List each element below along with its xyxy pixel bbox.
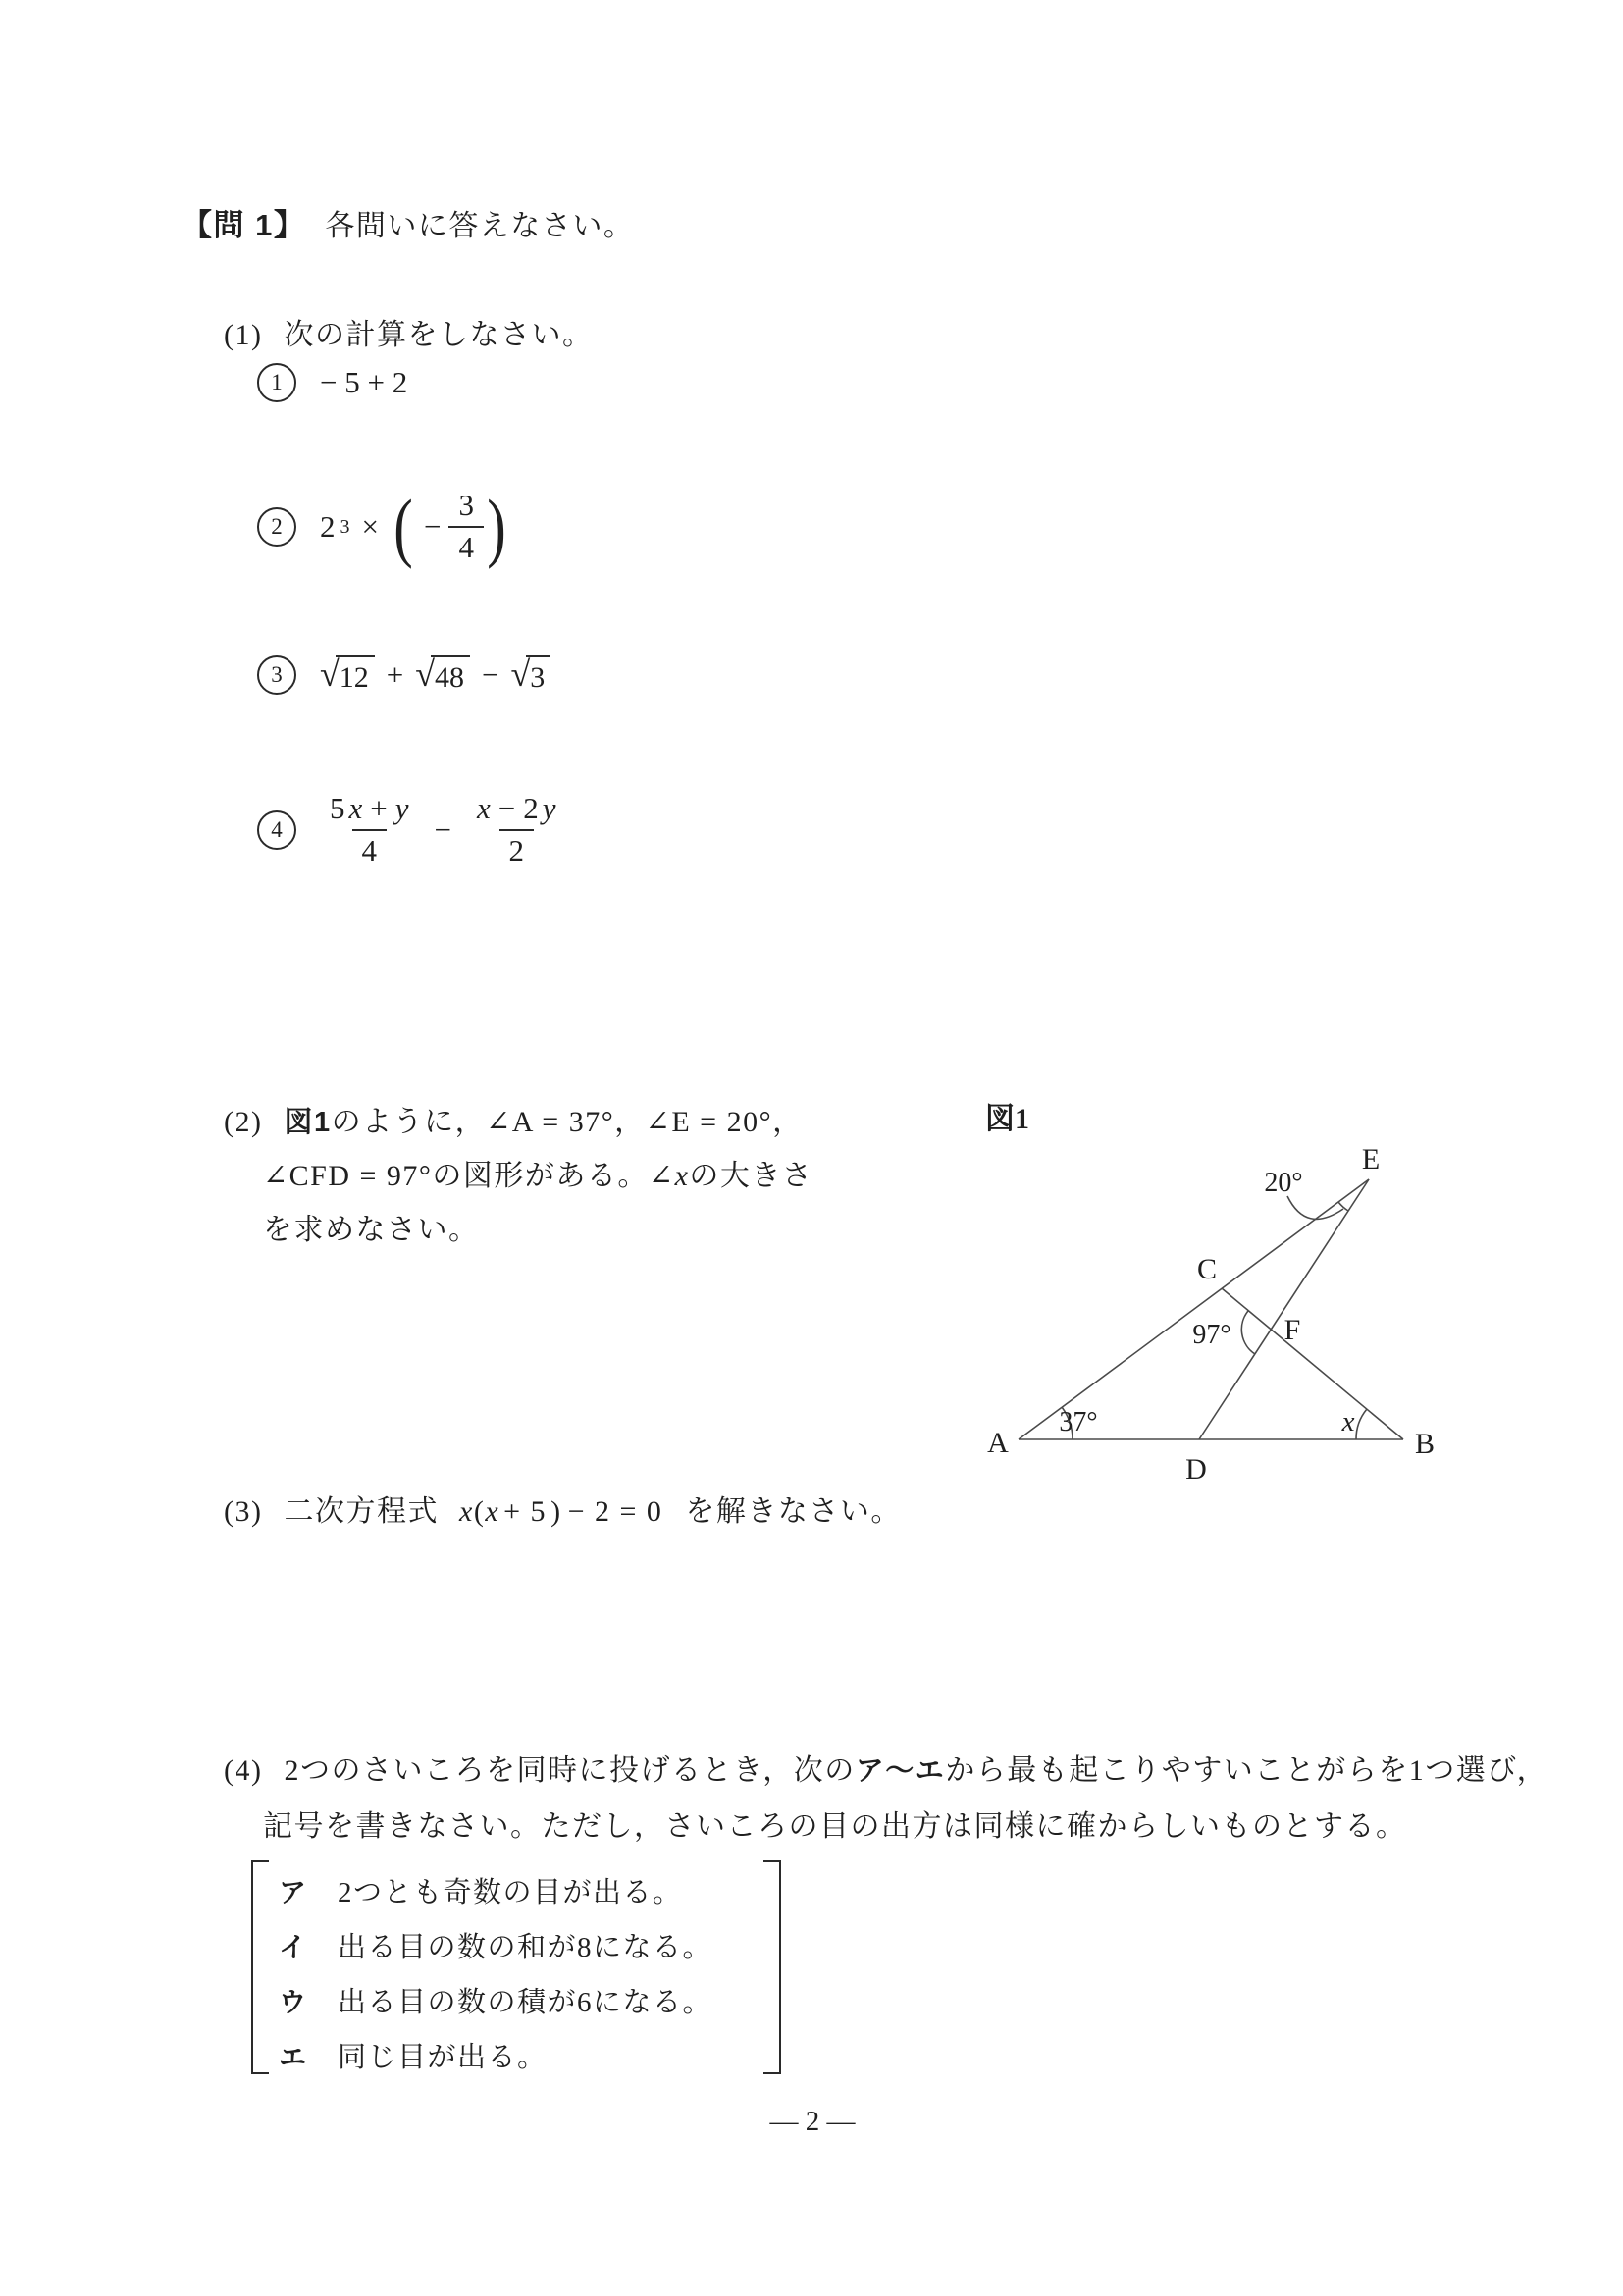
option-range-bold: ア〜エ xyxy=(855,1755,946,1787)
option-text-i: 出る目の数の和が8になる。 xyxy=(338,1932,713,1963)
angle-arc-B xyxy=(1356,1409,1367,1439)
fraction-denominator: 4 xyxy=(448,526,484,568)
question-1-prompt xyxy=(224,310,593,353)
fraction-1-numerator xyxy=(320,789,419,829)
close-paren: ) xyxy=(550,1495,562,1528)
var-y: y xyxy=(394,791,409,826)
expression-2 xyxy=(320,483,509,569)
var-y: y xyxy=(542,791,556,826)
option-key-a: ア xyxy=(279,1877,307,1907)
question-4-label: (4) xyxy=(224,1754,263,1787)
question-3-label: (3) xyxy=(224,1495,263,1528)
radicand-3: 3 xyxy=(526,655,550,694)
point-label-A: A xyxy=(987,1427,1009,1459)
expression-3 xyxy=(320,655,550,695)
problem-instruction: 各問いに答えなさい。 xyxy=(325,210,635,242)
var-x: x xyxy=(477,791,491,826)
exponent-value: 3 xyxy=(340,515,350,538)
option-key-u: ウ xyxy=(279,1987,307,2017)
question-2-text-2b: の大きさ xyxy=(689,1160,813,1192)
sqrt-48 xyxy=(415,655,470,695)
option-row-i xyxy=(279,1925,712,1965)
question-3-line xyxy=(224,1487,902,1530)
question-4-text-1a: 2つのさいころを同時に投げるとき，次の xyxy=(284,1754,856,1787)
angle-label-x: x xyxy=(1341,1406,1355,1437)
open-paren: ( xyxy=(393,483,413,569)
sqrt-3 xyxy=(511,655,551,695)
quadratic-equation xyxy=(459,1495,662,1528)
angle-label-20: 20° xyxy=(1264,1168,1303,1198)
circled-4: 4 xyxy=(257,810,296,850)
option-text-a: 2つとも奇数の目が出る。 xyxy=(338,1877,683,1908)
question-2-line-2 xyxy=(263,1151,812,1194)
option-key-i: イ xyxy=(279,1932,307,1962)
problem-number-label: 【問 1】 xyxy=(182,208,306,242)
option-key-e: エ xyxy=(279,2042,307,2072)
radical-sign: √ xyxy=(320,654,340,695)
open-paren: ( xyxy=(473,1495,486,1528)
equation-tail: − 2 = 0 xyxy=(567,1495,663,1528)
var-x: x xyxy=(348,791,363,826)
radicand-12: 12 xyxy=(336,655,375,694)
question-2-text-2a: ∠CFD = 97°の図形がある。∠ xyxy=(263,1160,675,1192)
minus-sign: − xyxy=(434,812,451,847)
angle-20-leader-curve xyxy=(1287,1196,1343,1219)
fraction-2-numerator xyxy=(467,789,566,829)
coef-2: 2 xyxy=(523,791,539,826)
question-2-line-3: を求めなさい。 xyxy=(263,1214,480,1246)
calc-item-3 xyxy=(257,655,550,695)
equation-mid: + 5 xyxy=(503,1495,548,1528)
option-text-u: 出る目の数の積が6になる。 xyxy=(338,1987,713,2018)
problem-heading xyxy=(182,200,634,244)
point-label-B: B xyxy=(1414,1428,1436,1460)
plus-sign: + xyxy=(386,657,404,692)
point-label-C: C xyxy=(1196,1253,1218,1285)
angle-label-97: 97° xyxy=(1192,1320,1231,1350)
page-number: — 2 — xyxy=(769,2106,856,2137)
question-2-label: (2) xyxy=(224,1106,263,1138)
angle-label-37: 37° xyxy=(1059,1407,1098,1437)
option-text-e: 同じ目が出る。 xyxy=(338,2042,548,2073)
fraction-2 xyxy=(467,789,566,871)
question-1-text: 次の計算をしなさい。 xyxy=(284,319,594,351)
point-label-E: E xyxy=(1361,1143,1381,1175)
figure-1-caption: 図1 xyxy=(985,1103,1029,1135)
option-row-a xyxy=(279,1870,683,1910)
segment-DE xyxy=(1196,1179,1369,1439)
question-3-pre: 二次方程式 xyxy=(284,1495,439,1528)
coef-5: 5 xyxy=(330,791,345,826)
option-row-e xyxy=(279,2035,548,2075)
radicand-48: 48 xyxy=(431,655,470,694)
angle-x-var: x xyxy=(674,1160,690,1192)
radical-sign: √ xyxy=(415,654,436,695)
figure-ref: 図1 xyxy=(284,1107,332,1138)
question-3-post: を解きなさい。 xyxy=(685,1495,902,1528)
option-row-u xyxy=(279,1980,712,2020)
calc-item-4 xyxy=(257,785,566,875)
question-2-text-1: のように，∠A = 37°，∠E = 20°， xyxy=(331,1106,804,1138)
calc-item-1 xyxy=(257,363,407,402)
question-4-line-1 xyxy=(224,1746,1547,1789)
close-paren: ) xyxy=(487,483,506,569)
fraction-1 xyxy=(320,789,419,871)
point-label-D: D xyxy=(1185,1453,1207,1486)
expression-4 xyxy=(320,789,566,871)
figure-1-diagram xyxy=(962,1084,1462,1496)
base-value: 2 xyxy=(320,509,336,544)
question-4-text-1b: から最も起こりやすいことがらを1つ選び， xyxy=(945,1754,1548,1787)
var-x: x xyxy=(485,1495,500,1528)
fraction-numerator: 3 xyxy=(458,488,474,523)
question-4-line-2: 記号を書きなさい。ただし，さいころの目の出方は同様に確からしいものとする。 xyxy=(263,1810,1407,1843)
radical-sign: √ xyxy=(510,654,531,695)
minus-sign: − xyxy=(497,791,516,826)
calc-item-2 xyxy=(257,483,509,571)
fraction-2-denominator: 2 xyxy=(499,829,535,871)
angle-arc-F xyxy=(1241,1311,1255,1354)
options-bracket xyxy=(251,1860,781,2074)
fraction-three-fourths xyxy=(448,486,484,568)
question-1-label: (1) xyxy=(224,319,263,351)
multiply-sign: × xyxy=(361,509,379,544)
var-x: x xyxy=(458,1495,474,1528)
point-label-F: F xyxy=(1283,1314,1301,1346)
circled-3: 3 xyxy=(257,655,296,695)
sqrt-12 xyxy=(320,655,375,695)
plus-sign: + xyxy=(370,791,388,826)
fraction-1-denominator: 4 xyxy=(352,829,388,871)
circled-1: 1 xyxy=(257,363,296,402)
minus-sign: − xyxy=(482,657,499,692)
circled-2: 2 xyxy=(257,507,296,547)
question-2-line-1 xyxy=(224,1097,804,1140)
negative-sign: − xyxy=(423,509,442,544)
expression-1: − 5 + 2 xyxy=(320,365,408,399)
